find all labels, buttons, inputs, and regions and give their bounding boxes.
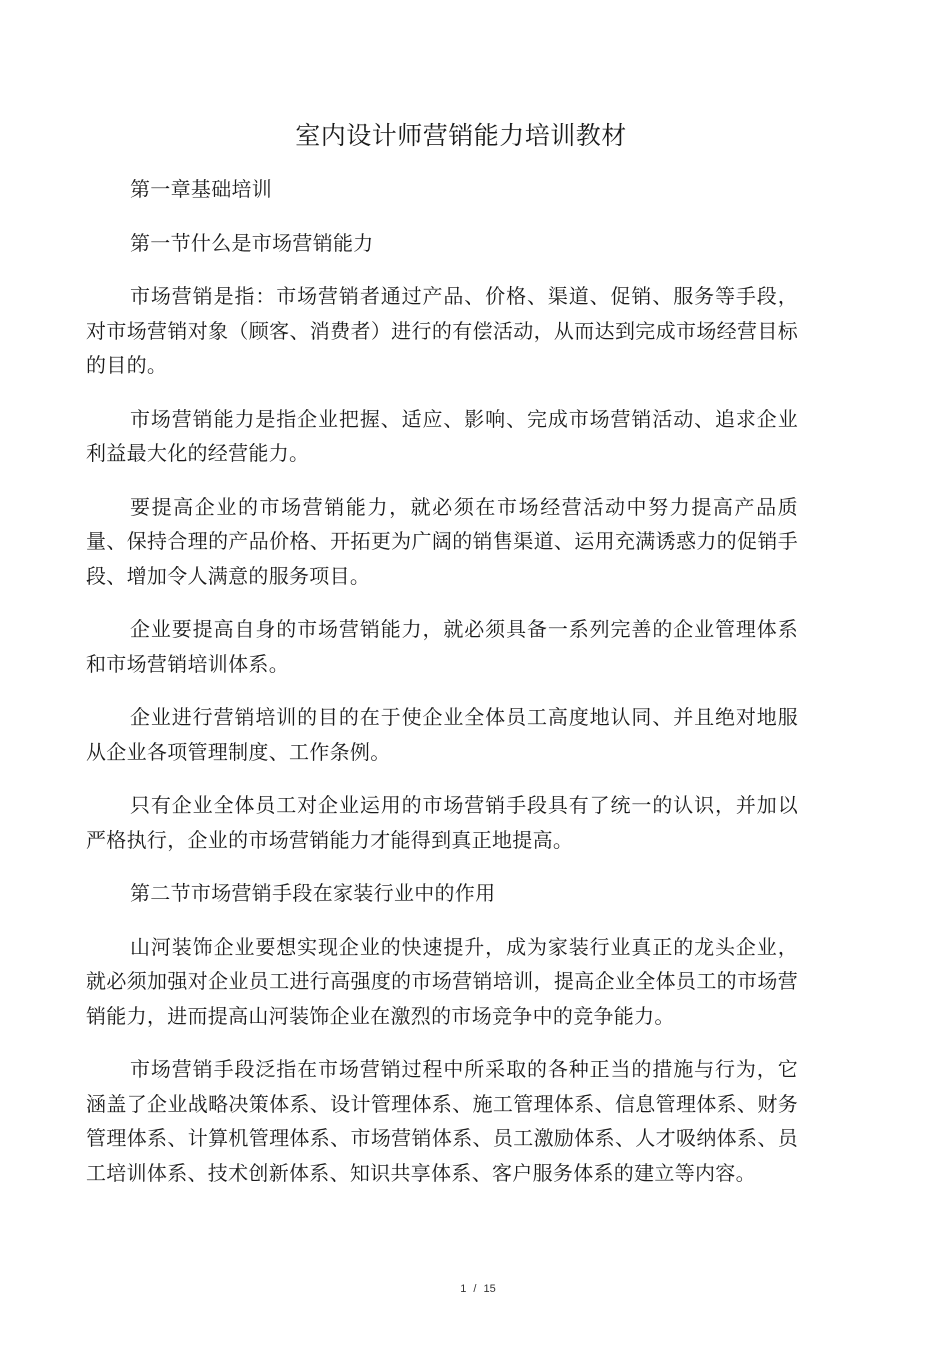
page-number — [0, 1281, 950, 1297]
paragraph: 企业要提高自身的市场营销能力，就必须具备一系列完善的企业管理体系和市场营销培训体系。 — [86, 617, 798, 676]
paragraph: 山河装饰企业要想实现企业的快速提升，成为家装行业真正的龙头企业，就必须加强对企业员工进行高强度的市场营销培训，提高企业全体员工的市场营销能力，进而提高山河装饰企业在激烈的市场竞争中的竞争能力。 — [86, 934, 798, 1028]
total-pages-number: 15 — [483, 1283, 496, 1295]
paragraph: 企业进行营销培训的目的在于使企业全体员工高度地认同、并且绝对地服从企业各项管理制度、工作条例。 — [86, 705, 798, 764]
paragraph: 只有企业全体员工对企业运用的市场营销手段具有了统一的认识，并加以严格执行，企业的市场营销能力才能得到真正地提高。 — [86, 793, 798, 852]
paragraph: 市场营销是指：市场营销者通过产品、价格、渠道、促销、服务等手段，对市场营销对象（顾客、消费者）进行的有偿活动，从而达到完成市场经营目标的目的。 — [86, 284, 798, 377]
paragraph: 市场营销能力是指企业把握、适应、影响、完成市场营销活动、追求企业利益最大化的经营能力。 — [86, 406, 798, 465]
paragraph: 要提高企业的市场营销能力，就必须在市场经营活动中努力提高产品质量、保持合理的产品价格、开拓更为广阔的销售渠道、运用充满诱惑力的促销手段、增加令人满意的服务项目。 — [86, 494, 798, 588]
current-page-number: 1 — [460, 1283, 467, 1295]
paragraph: 市场营销手段泛指在市场营销过程中所采取的各种正当的措施与行为，它涵盖了企业战略决策体系、设计管理体系、施工管理体系、信息管理体系、财务管理体系、计算机管理体系、市场营销体系、员工激励体系、人才吸纳体系、员工培训体系、技术创新体系、知识共享体系、客户服务体系的建立等内容。 — [86, 1057, 798, 1185]
chapter-heading: 第一章基础培训 — [130, 177, 273, 201]
section-heading-2: 第二节市场营销手段在家装行业中的作用 — [130, 881, 496, 905]
section-heading-1: 第一节什么是市场营销能力 — [130, 230, 374, 255]
document-title: 室内设计师营销能力培训教材 — [295, 121, 627, 150]
document-body — [86, 172, 798, 1209]
page-separator: / — [473, 1283, 477, 1295]
